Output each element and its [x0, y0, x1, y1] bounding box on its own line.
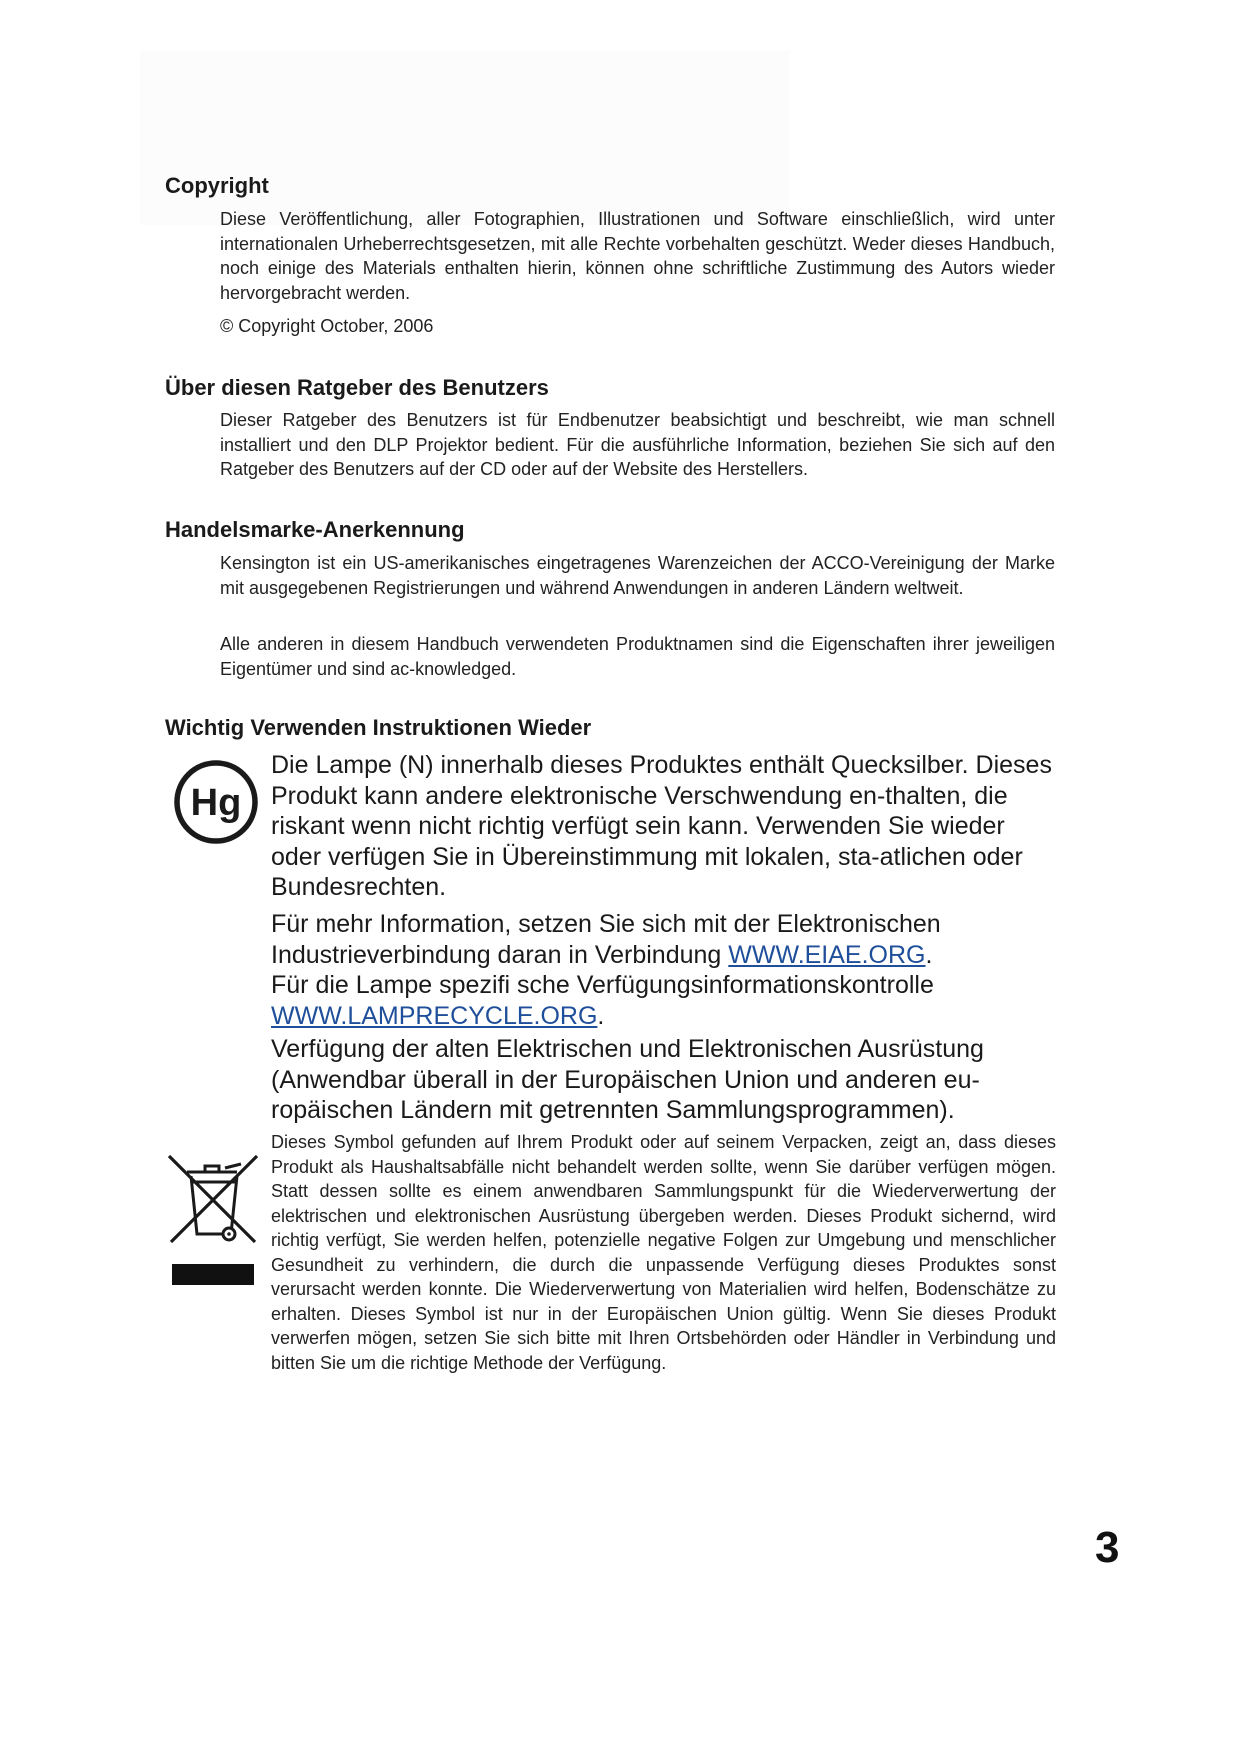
trademark-body-1: Kensington ist ein US-amerikanisches eingetragenes Warenzeichen der ACCO-Vereinigung der Marke mit ausgegebenen Registrierungen und während Anwendungen in anderen Ländern weltweit.	[220, 553, 1055, 598]
hg-icon-label: Hg	[190, 782, 242, 824]
important-heading: Wichtig Verwenden Instruktionen Wieder	[165, 715, 592, 740]
more-info-paragraph	[271, 909, 1057, 1031]
mercury-paragraph: Die Lampe (N) innerhalb dieses Produktes enthält Quecksilber. Dieses Produkt kann andere elektronische Verschwendung en-thalten, die riskant wenn nicht richtig verfügt sein kann. Verwenden Sie wieder oder verfügen Sie in Übereinstimmung mit lokalen, sta-atlichen oder Bundesrechten.	[271, 751, 1052, 901]
trademark-heading: Handelsmarke-Anerkennung	[165, 517, 465, 542]
lamprecycle-link[interactable]: WWW.LAMPRECYCLE.ORG	[271, 1001, 598, 1030]
copyright-heading: Copyright	[165, 173, 269, 198]
more-info-text-1: Für mehr Information, setzen Sie sich mit der Elektronischen Industrieverbindung daran in Verbindung	[271, 910, 941, 969]
eiae-link[interactable]: WWW.EIAE.ORG	[728, 940, 926, 969]
trademark-body-2: Alle anderen in diesem Handbuch verwendeten Produktnamen sind die Eigenschaften ihrer jeweiligen Eigentümer und sind ac-knowledged.	[220, 634, 1055, 679]
more-info-text-4: .	[597, 1001, 605, 1030]
copyright-body: Diese Veröffentlichung, aller Fotographien, Illustrationen und Software einschließlich, wird unter internationalen Urheberrechtsgesetzen, mit alle Rechte vorbehalten geschützt. Weder dieses Handbuch, noch einige des Materials enthalten hierin, können ohne schriftliche Zustimmung des Autors wieder hervorgebracht werden.	[220, 209, 1055, 303]
copyright-notice: © Copyright October, 2006	[220, 316, 434, 336]
weee-body: Dieses Symbol gefunden auf Ihrem Produkt oder auf seinem Verpacken, zeigt an, dass dieses Produkt als Haushaltsabfälle nicht behandelt werden sollte, wenn Sie darüber verfügen mögen. Statt dessen sollte es einem anwendbaren Sammlungspunkt für die Wiederverwertung der elektrischen und elektronischen Ausrüstung übergeben werden. Dieses Produkt sichernd, wird richtig verfügt, Sie werden helfen, potenzielle negative Folgen zur Umgebung und menschlicher Gesundheit zu verhindern, die durch die unpassende Verfügung dieses Produktes sonst verursacht werden konnte. Die Wiederverwertung von Materialien wird helfen, Bodenschätze zu erhalten. Dieses Symbol ist nur in der Europäischen Union gültig. Wenn Sie dieses Produkt verwerfen mögen, setzen Sie sich bitte mit Ihren Ortsbehörden oder Händler in Verbindung und bitten Sie um die richtige Methode der Verfügung.	[271, 1132, 1056, 1373]
about-heading: Über diesen Ratgeber des Benutzers	[165, 375, 549, 400]
more-info-text-2: .	[925, 940, 933, 969]
more-info-text-3: Für die Lampe spezifi sche Verfügungsinformationskontrolle	[271, 971, 934, 999]
mercury-hg-icon	[172, 758, 260, 846]
page-number: 3	[1095, 1523, 1120, 1572]
weee-black-bar	[172, 1264, 254, 1285]
about-body: Dieser Ratgeber des Benutzers ist für Endbenutzer beabsichtigt und beschreibt, wie man schnell installiert und den DLP Projektor bedient. Für die ausführliche Information, beziehen Sie sich auf den Ratgeber des Benutzers auf der CD oder auf der Website des Herstellers.	[220, 410, 1055, 479]
weee-heading-paragraph: Verfügung der alten Elektrischen und Elektronischen Ausrüstung (Anwendbar überall in der Europäischen Union und anderen eu-ropäischen Ländern mit getrennten Sammlungsprogrammen).	[271, 1035, 984, 1124]
crossed-out-wheelie-bin-icon	[165, 1150, 261, 1250]
